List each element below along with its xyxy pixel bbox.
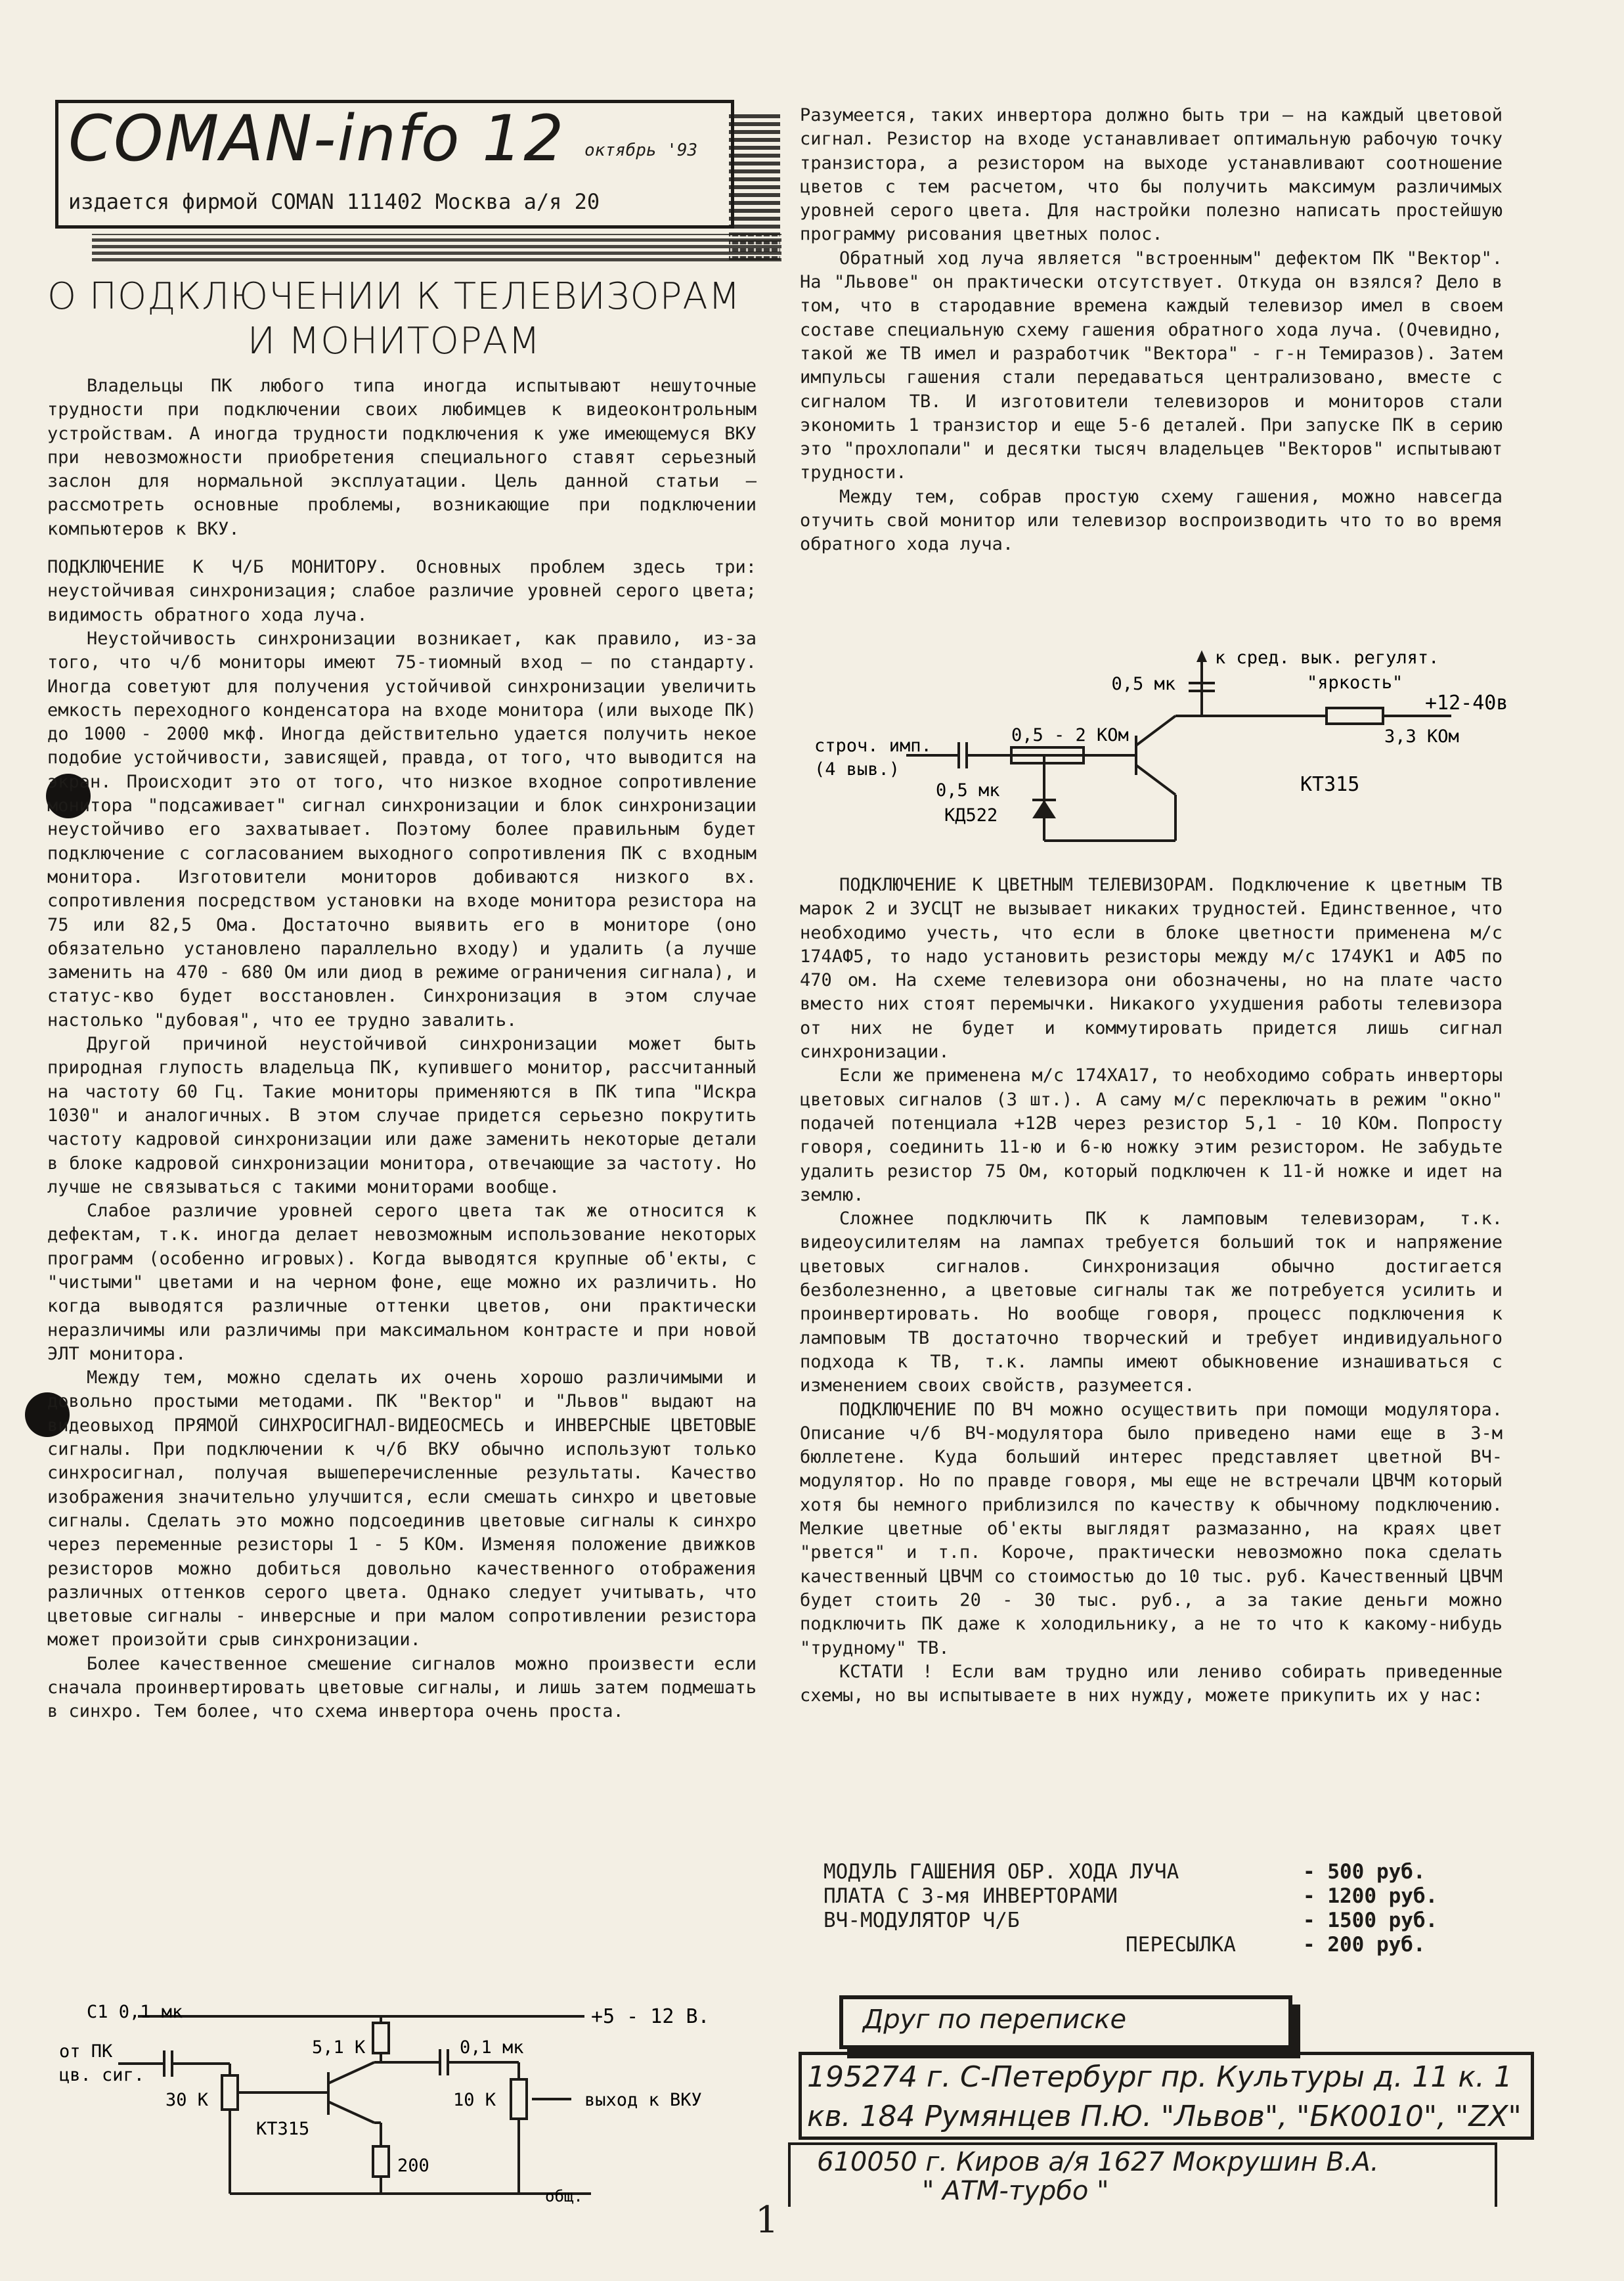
section-heading-bw-monitor: ПОДКЛЮЧЕНИЕ К Ч/Б МОНИТОРУ.: [47, 557, 388, 578]
paragraph: Другой причиной неустойчивой синхронизации может быть природная глупость владельца ПК, купившего монитор, рассчитанный на частоту 60 Гц. Такие мониторы применяются в ПК типа "Искра 1030" и аналогичных. В этом случае придется серьезно покрутить частоту кадровой синхронизации или даже заменить некоторые детали в блоке кадровой синхронизации монитора, отвечающие за частоту. Но лучше не связываться с такими мониторами вообще.: [47, 1034, 757, 1197]
right-column: [800, 104, 1503, 557]
aside-lead: КСТАТИ !: [839, 1661, 933, 1682]
paragraph-text: можно осуществить при помощи модулятора. Описание ч/б ВЧ-модулятора было приведено нами еще в 3-м бюллетене. Куда больший интерес представляет цветной ВЧ-модулятор. Но по правде говоря, мы еще не встречали ЦВЧМ который хотя бы немного приблизился по качеству к обычному подключению. Мелкие цветные об'екты выглядят размазанно, на краях цвет "рвется" и т.п. Короче, практически невозможно пока сделать качественный ЦВЧМ со стоимостью до 10 тыс. руб. Качественный ЦВЧМ будет стоить 20 - 30 тыс. руб., а за такие деньги можно подключить ПК даже к холодильнику, а не то что к какому-нибудь "трудному" ТВ.: [800, 1399, 1503, 1658]
label-output: выход к ВКУ: [584, 2090, 702, 2110]
label-res-in: 0,5 - 2 КОм: [1011, 725, 1129, 745]
article-title-line-1: О ПОДКЛЮЧЕНИИ К ТЕЛЕВИЗОРАМ: [47, 275, 741, 318]
page-number: 1: [755, 2199, 779, 2242]
price-item: ПЕРЕСЫЛКА: [1126, 1933, 1236, 1957]
article-title-line-2: И МОНИТОРАМ: [247, 320, 541, 363]
price-value: - 200 руб.: [1303, 1933, 1426, 1957]
label-c-out: 0,1 мк: [460, 2037, 524, 2058]
address-line: 195274 г. С-Петербург пр. Культуры д. 11 к. 1: [807, 2060, 1512, 2094]
paragraph: Обратный ход луча является "встроенным" дефектом ПК "Вектор". На "Львове" он практически отсутствует. Откуда он взялся? Дело в том, что в стародавние времена каждый телевизор имел в своем составе специальную схему гашения обратного хода луча. (Очевидно, такой же ТВ имел и разработчик "Вектора" - г-н Темиразов). Затем импульсы гашения стали передаваться централизовано, вместе с сигналом ТВ. И изготовители телевизоров и мониторов стали экономить 1 транзистор и еще 5-6 деталей. При запуске ПК в серию это "прохлопали" и десятки тысяч владельцев "Векторов" испытывают трудности.: [800, 248, 1503, 483]
paragraph: [800, 1660, 1503, 1708]
label-pot-out: 10 К: [453, 2090, 496, 2110]
price-value: - 500 руб.: [1303, 1860, 1426, 1884]
paragraph: Между тем, собрав простую схему гашения, можно навсегда отучить свой монитор или телевизор воспроизводить что то во время обратного хода луча.: [800, 486, 1503, 555]
label-res-right: 3,3 КОм: [1384, 726, 1459, 747]
paragraph: [800, 874, 1503, 1064]
price-value: - 1200 руб.: [1303, 1884, 1438, 1908]
blanking-circuit-diagram: [795, 644, 1530, 854]
price-item: ВЧ-МОДУЛЯТОР Ч/Б: [823, 1909, 1020, 1932]
label-supply: +5 - 12 В.: [591, 2005, 710, 2028]
paragraph: [47, 556, 757, 627]
paragraph: Если же применена м/с 174ХА17, то необходимо собрать инверторы цветовых сигналов (3 шт.). А саму м/с переключать в режим "окно" подачей потенциала +12В через резистор 5,1 - 10 КОм. Попросту говоря, соединить 11-ю и 6-ю ножку этим резистором. Не забудьте удалить резистор 75 Ом, который подключен к 11-й ножке и идет на землю.: [800, 1065, 1503, 1205]
article-title: [39, 275, 749, 364]
label-r-collector: 5,1 К: [312, 2037, 366, 2058]
price-item: ПЛАТА С 3-мя ИНВЕРТОРАМИ: [823, 1884, 1118, 1908]
address-box: [799, 2052, 1534, 2140]
masthead-title: COMAN-info 12: [68, 102, 565, 175]
label-r-emitter: 200: [397, 2156, 429, 2176]
label-supply: +12-40в: [1425, 692, 1508, 715]
label-ground: общ.: [545, 2187, 583, 2205]
address-box-2: [788, 2142, 1497, 2207]
paragraph: Неустойчивость синхронизации возникает, как правило, из-за того, что ч/б мониторы имеют 75-тиомный вход – по стандарту. Иногда советуют для получения устойчивой синхронизации увеличить емкость переходного конденсатора на входе монитора (или выходе ПК) до 1000 - 2000 мкф. Иногда действительно удается получить некое подобие устойчивости, зависящей, правда, от того, что выводится на экран. Происходит это от того, что низкое входное сопротивление монитора "подсаживает" сигнал синхронизации и блок синхронизации неустойчиво его захватывает. Поэтому более правильным будет подключение с согласованием выходного сопротивления ПК с входным монитора. Изготовители мониторов добиваются низкого вх. сопротивления посредством установки на входе монитора резистора на 75 или 82,5 Ома. Достаточно выявить его в мониторе (оно обязательно установлено параллельно входу) и удалить (а лучше заменить на 470 - 680 Ом или диод в режиме ограничения сигнала), и статус-кво будет восстановлен. Синхронизация в этом случае настолько "дубовая", что ее трудно завалить.: [47, 628, 757, 1030]
publisher-line: издается фирмой COMAN 111402 Москва а/я 20: [68, 189, 600, 214]
inverter-circuit-diagram: [46, 2003, 801, 2220]
price-item: МОДУЛЬ ГАШЕНИЯ ОБР. ХОДА ЛУЧА: [823, 1860, 1179, 1884]
right-column-lower: [800, 874, 1503, 1708]
label-cap-in: 0,5 мк: [936, 780, 1000, 801]
section-heading-rf: ПОДКЛЮЧЕНИЕ ПО ВЧ: [839, 1399, 1034, 1420]
paragraph-text: Подключение к цветным ТВ марок 2 и ЗУСЦТ не вызывает никаких трудностей. Единственное, что необходимо учесть, что если в блоке цветности применена м/с 174АФ5, то надо установить резисторы между м/с 174УК1 и АФ5 по 470 ом. На схеме телевизора они обозначены, но на плате часто вместо них стоят перемычки. Никакого ухудшения работы телевизора от них не будет и коммутировать придется лишь сигнал синхронизации.: [800, 875, 1503, 1063]
friend-box: Друг по переписке: [839, 1995, 1292, 2049]
label-cap-top: 0,5 мк: [1111, 674, 1175, 694]
label-diode: КД522: [944, 805, 998, 826]
address-line: " АТМ-турбо ": [922, 2176, 1109, 2206]
paragraph: Сложнее подключить ПК к ламповым телевизорам, т.к. видеоусилителям на лампах требуется больший ток и напряжение цветовых сигналов. Синхронизация обычно достигается безболезненно, а цветовые сигналы так же потребуется усилить и проинвертировать. Но вообще говоря, процесс подключения к ламповым ТВ достаточно творческий и требует индивидуального подхода к ТВ, т.к. лампы имеют обыкновение изнашиваться с изменением своих свойств, разумеется.: [800, 1208, 1503, 1396]
paragraph-text: Основных проблем здесь три: неустойчивая синхронизация; слабое различие уровней серого цвета; видимость обратного хода луча.: [47, 557, 757, 625]
paragraph: [800, 1398, 1503, 1660]
left-column: [47, 374, 757, 1724]
label-pot-in: 30 К: [165, 2090, 209, 2110]
label-transistor: КТ315: [256, 2119, 310, 2139]
address-line: 610050 г. Киров а/я 1627 Мокрушин В.А.: [817, 2147, 1379, 2177]
paragraph: Более качественное смешение сигналов можно произвести если сначала проинвертировать цветовые сигналы, и лишь затем подмешать в синхро. Тем более, что схема инвертора очень проста.: [47, 1653, 757, 1722]
label-c1: С1 0,1 мк: [87, 2003, 183, 2022]
issue-month: октябрь '93: [584, 141, 698, 160]
address-line: кв. 184 Румянцев П.Ю. "Львов", "БК0010", "ZX": [807, 2100, 1522, 2133]
paragraph: Между тем, можно сделать их очень хорошо различимыми и довольно простыми методами. ПК "Вектор" и "Львов" выдают на видеовыход ПРЯМОЙ СИНХРОСИГНАЛ-ВИДЕОСМЕСЬ и ИНВЕРСНЫЕ ЦВЕТОВЫЕ сигналы. При подключении к ч/б ВКУ обычно используют только синхросигнал, получая вышеперечисленные результаты. Качество изображения значительно улучшится, если смешать синхро и цветовые сигналы. Сделать это можно подсоединив цветовые сигналы к синхро через переменные резисторы 1 - 5 КОм. Изменяя положение движков резисторов можно добиться довольно качественного отображения различных оттенков серого цвета. Однако следует учитывать, что цветовые сигналы - инверсные и при малом сопротивлении резистора может произойти срыв синхронизации.: [47, 1367, 757, 1650]
label-color-signal: цв. сиг.: [59, 2065, 145, 2085]
brick-pattern-decoration-bottom: [92, 234, 781, 261]
price-value: - 1500 руб.: [1303, 1909, 1438, 1932]
label-from-pc: от ПК: [59, 2041, 113, 2062]
label-to-regulator: к сред. вык. регулят.: [1215, 648, 1439, 668]
label-brightness: "яркость": [1307, 673, 1403, 693]
paragraph: Слабое различие уровней серого цвета так же относится к дефектам, т.к. иногда делает невозможным использование некоторых программ (особенно игровых). Когда выводятся крупные об'екты, с "чистыми" цветами и на черном фоне, еще можно их различить. Но когда выводятся различные оттенки цветов, они практически неразличимы или различимы при максимальном контрасте и при новой ЭЛТ монитора.: [47, 1201, 757, 1364]
intro-paragraph: Владельцы ПК любого типа иногда испытывают нешуточные трудности при подключении своих любимцев к видеоконтрольным устройствам. А иногда трудности подключения к уже имеющемуся ВКУ при невозможности приобретения специального ставят серьезный заслон для нормальной эксплуатации. Цель данной статьи – рассмотреть основные проблемы, возникающие при подключении компьютеров к ВКУ.: [47, 376, 757, 539]
label-input: строч. имп.: [814, 736, 932, 756]
label-transistor: КТ315: [1300, 773, 1360, 796]
section-heading-color-tv: ПОДКЛЮЧЕНИЕ К ЦВЕТНЫМ ТЕЛЕВИЗОРАМ.: [839, 875, 1217, 895]
paragraph-text: Если вам трудно или лениво собирать приведенные схемы, но вы испытываете в них нужду, можете прикупить их у нас:: [800, 1661, 1503, 1706]
paragraph: Разумеется, таких инвертора должно быть три – на каждый цветовой сигнал. Резистор на входе устанавливает оптимальную рабочую точку транзистора, а резистором на выходе устанавливают соотношение цветов с тем расчетом, что бы получить максимум различимых уровней серого цвета. Для настройки полезно написать простейшую программу рисования цветных полос.: [800, 105, 1503, 245]
label-input-pin: (4 выв.): [814, 759, 900, 780]
